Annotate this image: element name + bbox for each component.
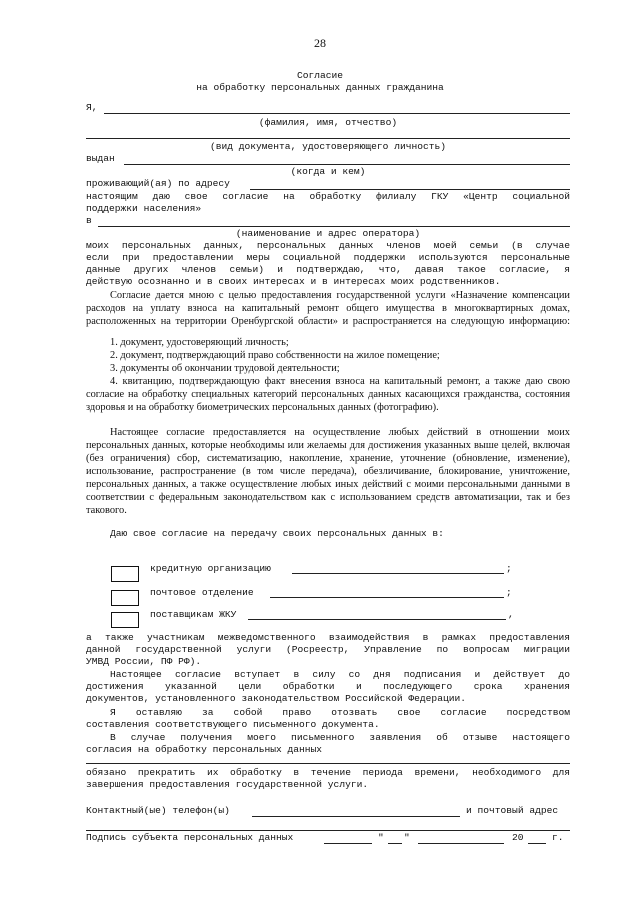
stop-line: обязано прекратить их обработку в течение периода времени, необходимого для: [86, 767, 570, 778]
document-item: здоровья и на обработку биометрических персональных данных (фотографию).: [86, 402, 439, 413]
in-label: в: [86, 215, 92, 226]
withdraw-line: согласия на обработку персональных данных: [86, 744, 323, 755]
date-month-field[interactable]: [418, 843, 504, 844]
withdraw-paragraph: [86, 732, 570, 756]
recipient-field-credit[interactable]: [292, 573, 504, 574]
document-caption: (вид документа, удостоверяющего личность): [209, 141, 447, 152]
stop-paragraph: [86, 767, 570, 791]
effect-line: Настоящее согласие вступает в силу со дня подписания и действует до: [110, 669, 570, 680]
actions-line: соответствии с федеральным законодательством как с использованием средств автоматизации, так и без: [86, 492, 570, 503]
issued-field[interactable]: [124, 164, 570, 165]
revoke-line: составления соответствующего письменного документа.: [86, 719, 380, 730]
signature-field[interactable]: [324, 843, 372, 844]
actions-line: такового.: [86, 505, 127, 516]
recipient-field-post[interactable]: [270, 597, 504, 598]
recipient-checkbox-credit[interactable]: [111, 566, 139, 582]
actions-line: персональных данных, а также осуществление любых иных действий с моими персональными данными в: [86, 479, 570, 490]
purpose-line: расходов на уплату взноса на капитальный ремонт общего имущества в многоквартирных домах,: [86, 303, 570, 314]
recipient-checkbox-post[interactable]: [111, 590, 139, 606]
recipient-end-post: ;: [506, 587, 512, 598]
family-line: если при предоставлении меры социальной поддержки используются персональные: [86, 252, 570, 263]
interagency-paragraph: [86, 632, 570, 668]
revoke-paragraph: [86, 707, 570, 731]
date-year-suffix: г.: [552, 832, 564, 843]
form-title-line2: на обработку персональных данных гражданина: [196, 82, 444, 93]
recipient-field-utilities[interactable]: [248, 619, 506, 620]
actions-line: (без ограничения) сбор, систематизацию, накопление, хранение, уточнение (обновление, изменение),: [86, 453, 570, 464]
postal-label: и почтовый адрес: [466, 805, 559, 816]
date-day-field[interactable]: [388, 843, 402, 844]
phone-field[interactable]: [252, 816, 460, 817]
fio-caption: (фамилия, имя, отчество): [258, 117, 398, 128]
effect-paragraph: [86, 669, 570, 705]
recipient-label-utilities: поставщикам ЖКУ: [150, 609, 237, 620]
withdraw-line: В случае получения моего письменного заявления об отзыве настоящего: [110, 732, 570, 743]
issued-label: выдан: [86, 153, 115, 164]
i-label: Я,: [86, 102, 98, 113]
document-item: 1. документ, удостоверяющий личность;: [110, 337, 289, 348]
effect-line: документов, установленного законодательством Российской Федерации.: [86, 693, 466, 704]
interagency-line: а также участникам межведомственного взаимодействия в рамках предоставления: [86, 632, 570, 643]
recipient-end-utilities: ,: [508, 609, 514, 620]
documents-list: [86, 336, 570, 414]
operator-field[interactable]: [98, 226, 570, 227]
address-label: проживающий(ая) по адресу: [86, 178, 230, 189]
address-field[interactable]: [250, 189, 570, 190]
document-item: 2. документ, подтверждающий право собственности на жилое помещение;: [110, 350, 440, 361]
document-item: согласие на обработку специальных категорий персональных данных касающихся гражданства, состояния: [86, 389, 570, 400]
phone-label: Контактный(ые) телефон(ы): [86, 805, 230, 816]
recipient-label-post: почтовое отделение: [150, 587, 254, 598]
document-field[interactable]: [86, 138, 570, 139]
family-line: действую осознанно и в своих интересах и в интересах моих родственников.: [86, 276, 501, 287]
date-open-quote: ": [378, 832, 384, 843]
actions-line: Настоящее согласие предоставляется на осуществление любых действий в отношении моих: [110, 427, 570, 438]
page-number: 28: [314, 36, 326, 50]
family-line: данные других членов семьи) и подтверждаю, что, давая такое согласие, я: [86, 264, 570, 275]
operator-name-field[interactable]: [86, 763, 570, 764]
effect-line: достижения указанной цели обработки и последующего срока хранения: [86, 681, 570, 692]
family-paragraph: [86, 240, 570, 288]
operator-caption: (наименование и адрес оператора): [235, 228, 421, 239]
issued-caption: (когда и кем): [290, 166, 366, 177]
fio-field[interactable]: [104, 113, 570, 114]
interagency-line: УМВД России, ПФ РФ).: [86, 656, 202, 667]
form-title: [100, 70, 540, 94]
purpose-paragraph: [86, 289, 570, 328]
signature-label: Подпись субъекта персональных данных: [86, 832, 294, 843]
recipient-checkbox-utilities[interactable]: [111, 612, 139, 628]
recipient-label-credit: кредитную организацию: [150, 563, 271, 574]
recipient-end-credit: ;: [506, 563, 512, 574]
form-title-line1: Согласие: [296, 70, 344, 81]
family-line: моих персональных данных, персональных данных членов моей семьи (в случае: [86, 240, 570, 251]
document-item: 3. документы об окончании трудовой деятельности;: [110, 363, 340, 374]
actions-line: персональных данных, которые необходимы или желаемы для достижения указанных выше целей, включая: [86, 440, 570, 451]
transfer-intro: Даю свое согласие на передачу своих персональных данных в:: [110, 528, 444, 539]
consent-line: настоящим даю свое согласие на обработку филиалу ГКУ «Центр социальной: [86, 191, 570, 202]
revoke-line: Я оставляю за собой право отозвать свое согласие посредством: [110, 707, 570, 718]
stop-line: завершения предоставления государственной услуги.: [86, 779, 369, 790]
interagency-line: данной государственной услуги (Росреестр, Управление по вопросам миграции: [86, 644, 570, 655]
actions-paragraph: [86, 426, 570, 517]
date-year-prefix: 20: [512, 832, 524, 843]
purpose-line: Согласие дается мною с целью предоставления государственной услуги «Назначение компенсации: [110, 290, 570, 301]
document-item: 4. квитанцию, подтверждающую факт внесения взноса на капитальный ремонт, а также даю свою: [110, 376, 570, 387]
date-year-field[interactable]: [528, 843, 546, 844]
postal-address-field[interactable]: [86, 830, 570, 831]
purpose-line: расположенных на территории Оренбургской области» и распространяется на следующую информацию:: [86, 316, 570, 327]
date-close-quote: ": [404, 832, 410, 843]
actions-line: использование, распространение (в том числе передача), обезличивание, блокирование, уничтожение,: [86, 466, 570, 477]
consent-line-2: поддержки населения»: [86, 203, 202, 214]
